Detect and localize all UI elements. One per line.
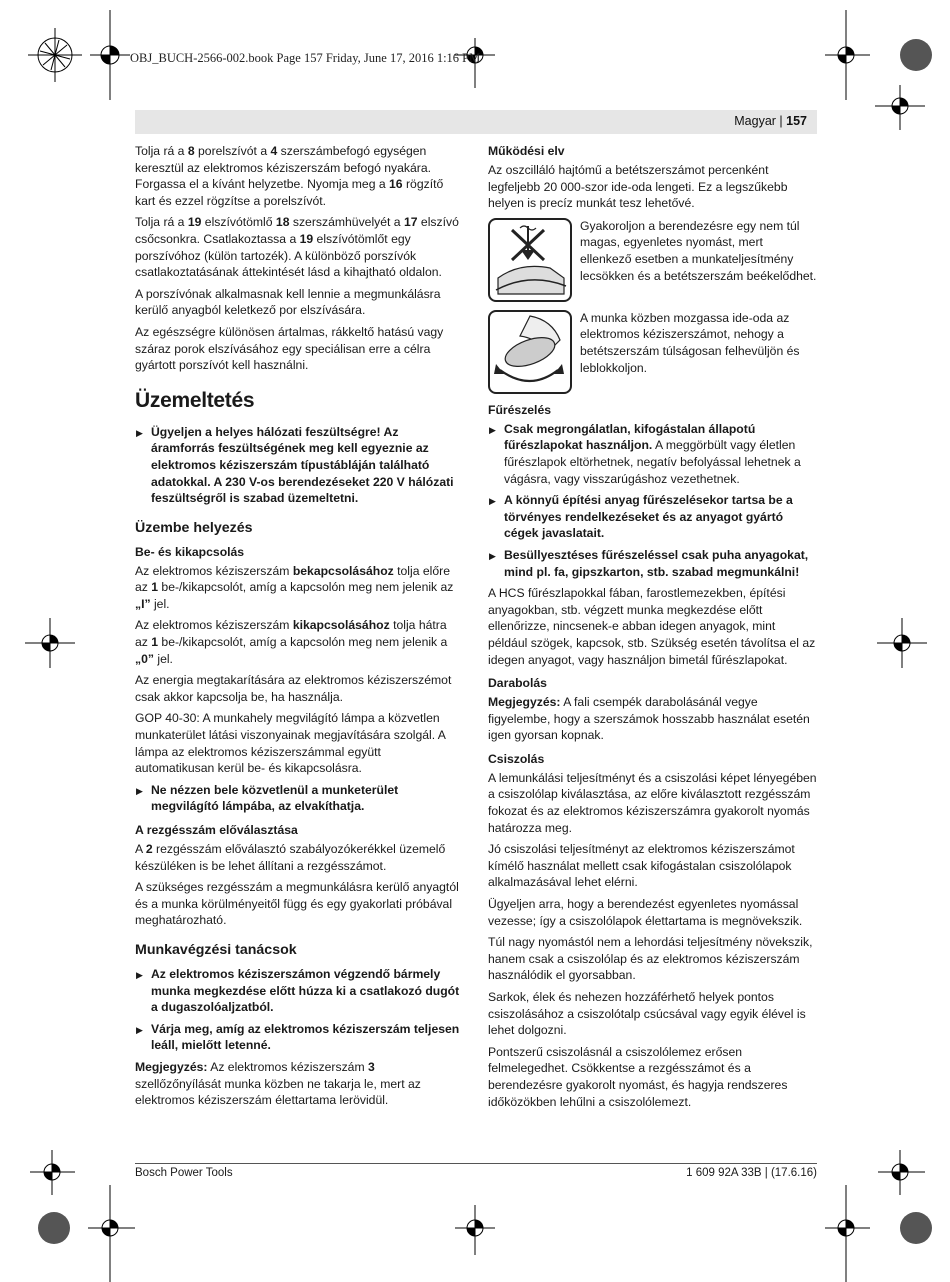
- paragraph: Az elektromos kéziszerszám kikapcsolásához tolja hátra az 1 be-/kikapcsolót, amíg a kapcsolón meg nem jelenik a „0” jel.: [135, 618, 448, 666]
- figure-motion: [488, 310, 817, 394]
- paragraph: Jó csiszolási teljesítményt az elektromos kéziszerszámot kímélő használat mellett csak kifogástalan csiszolólapok alkalmazásával lehet elérni.: [488, 842, 795, 890]
- heading-on-off: Be- és kikapcsolás: [135, 544, 245, 559]
- figure-caption: A munka közben mozgassa ide-oda az elektromos kéziszerszámot, nehogy a betétszerszám túlságosan felhevüljön és leblokkoljon.: [580, 310, 800, 375]
- tool-pressure-icon: [490, 220, 569, 299]
- warning-bullet: ▶ Besüllyesztéses fűrészeléssel csak puha anyagokat, mind pl. fa, gipszkarton, stb. szabad megmunkálni!: [488, 547, 817, 580]
- heading-cutting: Darabolás: [488, 676, 547, 691]
- subsection-heading-startup: Üzembe helyezés: [135, 519, 253, 536]
- warning-bullet: ▶ Várja meg, amíg az elektromos kéziszerszám teljesen leáll, mielőtt letenné.: [135, 1021, 462, 1054]
- crop-mark-left-middle: [25, 618, 75, 668]
- warning-bullet: ▶ Csak megrongálatlan, kifogástalan állapotú fűrészlapokat használjon. A meggörbült vagy életlen fűrészlapok eltörhetnek, negatív befolyással lehetnek a vágásra, vagy visszarúgáshoz vezethetnek.: [488, 421, 817, 487]
- heading-principle: Működési elv: [488, 144, 565, 158]
- warning-bullet: ▶ A könnyű építési anyag fűrészelésekor tartsa be a törvényes rendelkezéseket és az anyagot gyártó cégek javaslatait.: [488, 492, 817, 542]
- paragraph: Sarkok, élek és nehezen hozzáférhető helyek pontos csiszolásához a csiszolótalp csúcsával vagy egyik élével is lehet dolgozni.: [488, 990, 806, 1038]
- footer-brand: Bosch Power Tools: [135, 1167, 233, 1179]
- crop-mark-bottom-center: [435, 1205, 515, 1255]
- paragraph: A lemunkálási teljesítményt és a csiszolási képet lényegében a csiszolólap kiválasztása, az előre kiválasztott rezgésszám fokozat és az elektromos kéziszerszámra gyakorolt nyomás határozza meg.: [488, 770, 817, 835]
- warning-bullet: ▶ Ügyeljen a helyes hálózati feszültségre! Az áramforrás feszültségének meg kell egyeznie az elektromos kéziszerszám típustábláján található adatokkal. A 230 V-os berendezéseket 220 V hálózati feszültségről is szabad üzemeltetni.: [135, 424, 462, 507]
- header-text: Magyar | 157: [734, 114, 807, 128]
- figure-pressure: [488, 218, 817, 302]
- heading-sawing: Fűrészelés: [488, 402, 552, 417]
- paragraph: A porszívónak alkalmasnak kell lennie a megmunkálásra kerülő anyagból keletkező por elszívására.: [135, 286, 441, 318]
- note-paragraph: Megjegyzés: Az elektromos kéziszerszám 3 szellőzőnyílását munka közben ne takarja le, mert az elektromos kéziszerszám élettartama lerövidül.: [135, 1059, 421, 1108]
- paragraph: Az elektromos kéziszerszám bekapcsolásához tolja előre az 1 be-/kikapcsolót, amíg a kapcsolón meg nem jelenik az „I” jel.: [135, 563, 454, 611]
- paragraph: Az energia megtakarítására az elektromos kéziszerszémot csak akkor kapcsolja be, ha használja.: [135, 673, 452, 704]
- pressure-illustration: [488, 218, 572, 302]
- crop-mark-bottom-right: [820, 1130, 950, 1282]
- footer-rule: [135, 1163, 817, 1164]
- paragraph: Tolja rá a 19 elszívótömlő 18 szerszámhüvelyét a 17 elszívó csőcsonkra. Csatlakoztassa a 19 elszívótömlőt egy porszívóhoz (külön tartozék). A különböző porszívók csatlakoztatásának áttekintését lásd a kihajtható oldalon.: [135, 215, 459, 280]
- note-paragraph: Megjegyzés: A fali csempék darabolásánál vegye figyelembe, hogy a szerszámok hosszabb használat esetén igen gyorsan kopnak.: [488, 695, 810, 743]
- warning-bullet: ▶ Ne nézzen bele közvetlenül a munketerület megvilágító lámpába, az elvakíthatja.: [135, 782, 462, 815]
- paragraph: Pontszerű csiszolásnál a csiszolólemez erősen felmelegedhet. Csökkentse a rezgésszámot és a berendezésre gyakorolt nyomást, és hagyja rendszeres időközökben lehűlni a csiszolólemezt.: [488, 1044, 788, 1109]
- motion-illustration: [488, 310, 572, 394]
- paragraph: Túl nagy nyomástól nem a lehordási teljesítmény növekszik, hanem csak a csiszolólap és az elektromos kéziszerszám használódik el gyorsabban.: [488, 935, 813, 983]
- paragraph: Az oszcilláló hajtómű a betétszerszámot percenként legfeljebb 20 000-szor ide-oda lengeti. Ez a legszűkebb helyen is precíz munkát tesz lehetővé.: [488, 163, 788, 211]
- footer-doc-number: 1 609 92A 33B | (17.6.16): [686, 1167, 817, 1179]
- figure-caption: Gyakoroljon a berendezésre egy nem túl magas, egyenletes nyomást, mert ellenkező esetben a munkateljesítmény lecsökken és a betétszerszám beékelődhet.: [580, 218, 817, 283]
- heading-sanding: Csiszolás: [488, 751, 545, 766]
- paragraph: A szükséges rezgésszám a megmunkálásra kerülő anyagtól és a munka körülményeitől függ és egy gyakorlati próbával meghatározható.: [135, 880, 459, 928]
- crop-mark-top-right: [820, 0, 950, 130]
- warning-bullet: ▶ Az elektromos kéziszerszámon végzendő bármely munka megkezdése előtt húzza ki a csatlakozó dugót a dugaszolóaljzatból.: [135, 966, 462, 1016]
- heading-frequency: A rezgésszám előválasztása: [135, 823, 298, 837]
- paragraph: Tolja rá a 8 porelszívót a 4 szerszámbefogó egységen keresztül az elektromos kéziszerszám befogó nyakára. Forgassa el a kívánt helyzetbe. Nyomja meg a 16 rögzítő kart és ezzel rögzítse a porelszívót.: [135, 144, 444, 208]
- paragraph: A 2 rezgésszám előválasztó szabályozókerékkel üzemelő készüléken is be lehet állítani a rezgésszámot.: [135, 842, 446, 873]
- header-language: Magyar: [734, 114, 776, 128]
- right-column: [488, 143, 817, 1115]
- paragraph: A HCS fűrészlapokkal fában, farostlemezekben, építési anyagokban, stb. végzett munka megkezdése előtt ellenőrizze, nincsenek-e abban idegen anyagok, mint például szögek, kapcsok, stb. Szükség esetén távolítsa el az idegen anyagot, vagy használjon bimetál fűrészlapokat.: [488, 586, 816, 667]
- section-heading-operation: Üzemeltetés: [135, 388, 255, 412]
- page-header: [135, 110, 817, 134]
- page-number: 157: [786, 114, 807, 128]
- left-column: [135, 143, 462, 1114]
- print-slug: OBJ_BUCH-2566-002.book Page 157 Friday, June 17, 2016 1:16 PM: [130, 51, 481, 65]
- crop-mark-right-middle: [877, 618, 927, 668]
- paragraph: Az egészségre különösen ártalmas, rákkeltő hatású vagy száraz porok elszívásához egy speciálisan erre a célra gyártott porszívót kell használni.: [135, 324, 444, 373]
- paragraph: GOP 40-30: A munkahely megvilágító lámpa a közvetlen munkaterület látási viszonyainak megjavítására szolgál. A lámpa az elektromos kéziszerszámmal együtt automatikusan kerül be- és kikapcsolásra.: [135, 711, 446, 776]
- subsection-heading-tips: Munkavégzési tanácsok: [135, 941, 297, 958]
- crop-mark-top-left: [0, 0, 190, 100]
- paragraph: Ügyeljen arra, hogy a berendezést egyenletes nyomással vezesse; így a csiszolólapok élettartama is megnövekszik.: [488, 897, 803, 928]
- crop-mark-bottom-left: [0, 1130, 140, 1282]
- tool-motion-icon: [490, 312, 569, 391]
